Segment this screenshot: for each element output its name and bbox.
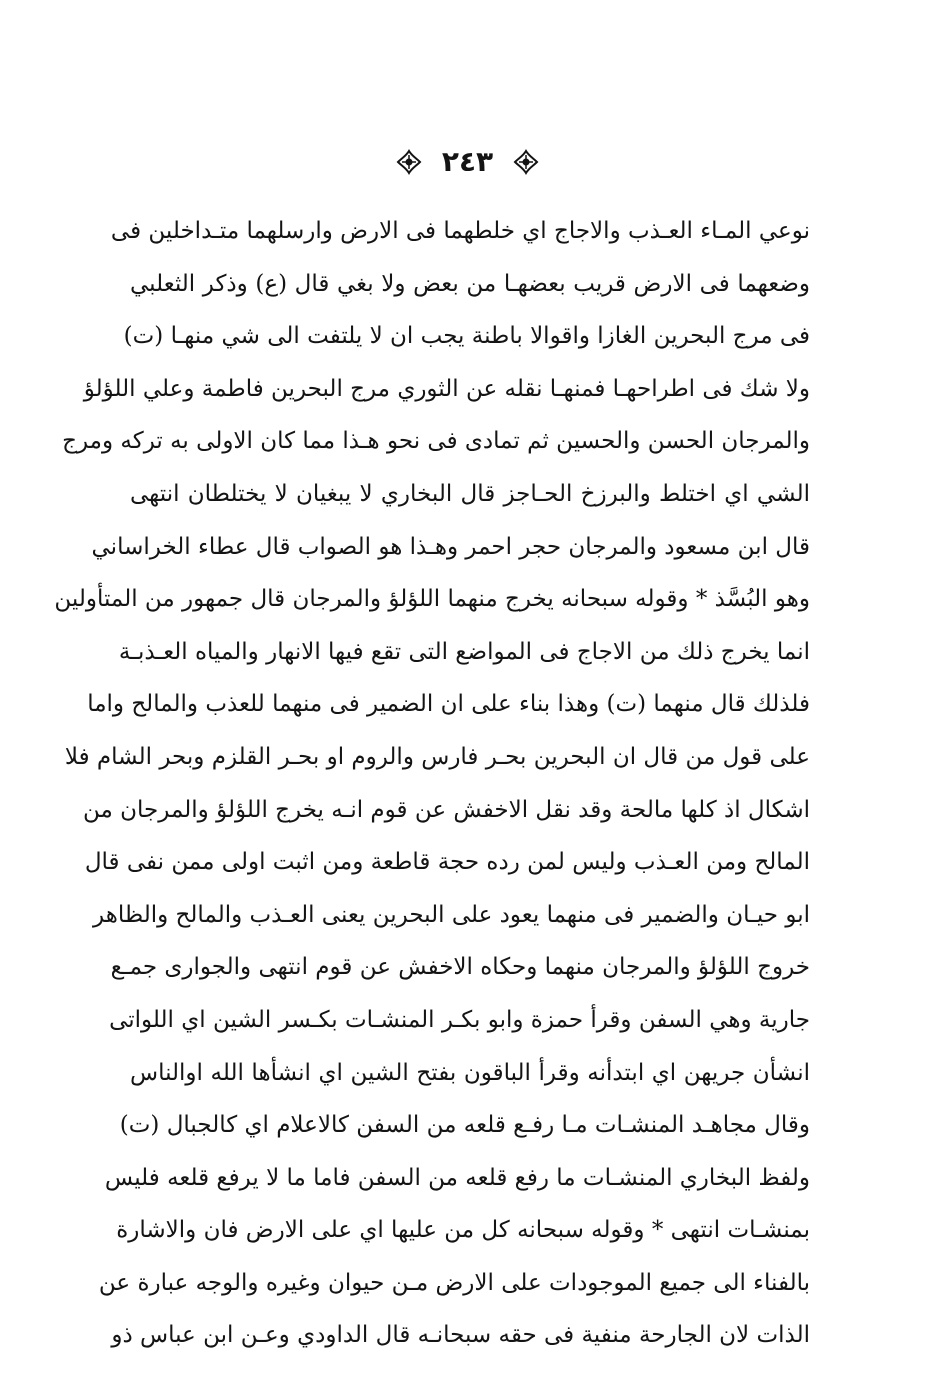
text-line: وقال مجاهـد المنشـات مـا رفـع قلعه من السفن كالاعلام اي كالجبال (ت) [119,1112,810,1139]
floral-ornament-icon [513,149,539,175]
text-line: وهو البُسَّذ * وقوله سبحانه يخرج منهما اللؤلؤ والمرجان قال جمهور من المتأولين [54,586,810,613]
text-line: والمرجان الحسن والحسين ثم تمادى فى نحو هـذا مما كان الاولى به تركه ومرج [62,428,810,455]
text-line: قال ابن مسعود والمرجان حجر احمر وهـذا هو الصواب قال عطاء الخراساني [91,533,810,560]
text-line: فلذلك قال منهما (ت) وهذا بناء على ان الضمير فى منهما للعذب والمالح واما [87,691,810,718]
text-line: انشأن جريهن اي ابتدأنه وقرأ الباقون بفتح الشين اي انشأها الله اوالناس [130,1059,810,1086]
text-line: بالفناء الى جميع الموجودات على الارض مـن حيوان وغيره والوجه عبارة عن [98,1269,810,1296]
text-line: ولا شك فى اطراحهـا فمنهـا نقله عن الثوري مرج البحرين فاطمة وعلي اللؤلؤ [83,375,810,402]
text-line: فى مرج البحرين الغازا واقوالا باطنة يجب ان لا يلتفت الى شي منهـا (ت) [123,323,810,350]
text-line: اشكال اذ كلها مالحة وقد نقل الاخفش عن قوم انـه يخرج اللؤلؤ والمرجان من [83,796,810,823]
text-line: انما يخرج ذلك من الاجاج فى المواضع التى تقع فيها الانهار والمياه العـذبـة [118,638,810,665]
floral-ornament-icon [396,149,422,175]
text-line: جارية وهي السفن وقرأ حمزة وابو بكـر المنشـات بكـسر الشين اي اللواتى [109,1006,810,1033]
text-line: خروج اللؤلؤ والمرجان منهما وحكاه الاخفش عن قوم انتهى والجوارى جمـع [110,954,810,981]
text-line: وضعهما فى الارض قريب بعضهـا من بعض ولا بغي قال (ع) وذكر الثعلبي [130,270,810,297]
text-line: على قول من قال ان البحرين بحـر فارس والروم او بحـر القلزم وبحر الشام فلا [64,743,810,770]
text-line: ابو حيـان والضمير فى منهما يعود على البحرين يعنى العـذب والمالح والظاهر [93,901,810,928]
text-line: الذات لان الجارحة منفية فى حقه سبحانـه قال الداودي وعـن ابن عباس ذو [111,1322,810,1349]
text-line: ولفظ البخاري المنشـات ما رفع قلعه من السفن فاما ما لا يرفع قلعه فليس [104,1164,810,1191]
text-line: المالح ومن العـذب وليس لمن رده حجة قاطعة ومن اثبت اولى ممن نفى قال [84,849,810,876]
page-header [0,140,935,184]
body-text [54,205,810,1362]
page-number: ٢٤٣ [441,145,494,178]
text-line: بمنشـات انتهى * وقوله سبحانه كل من عليها اي على الارض فان والاشارة [116,1217,810,1244]
text-line: نوعي المـاء العـذب والاجاج اي خلطهما فى الارض وارسلهما متـداخلين فى [110,218,810,244]
text-line: الشي اي اختلط والبرزخ الحـاجز قال البخاري لا يبغيان لا يختلطان انتهى [130,480,810,507]
